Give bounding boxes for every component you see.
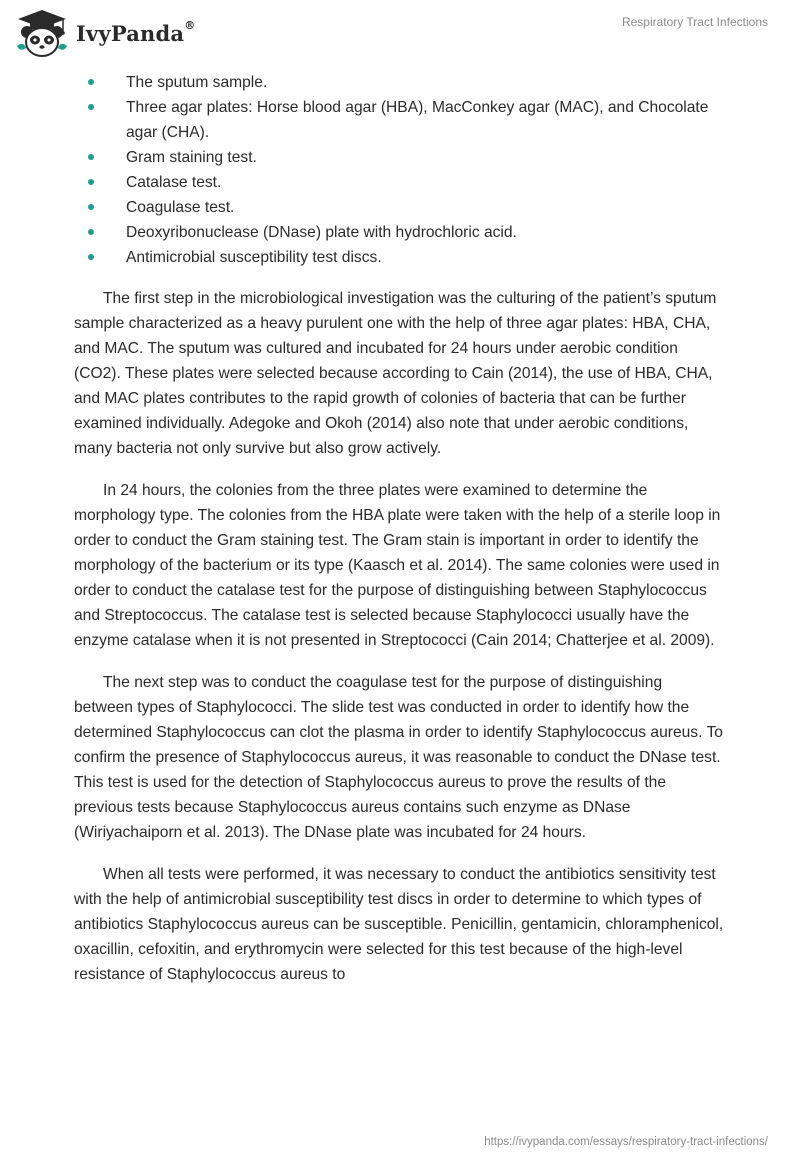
page-header — [0, 0, 800, 70]
essay-body — [74, 70, 724, 987]
paragraph-morphology: In 24 hours, the colonies from the three plates were examined to determine the morphology type. The colonies from the HBA plate were taken with the help of a sterile loop in order to conduct the Gram staining test. The Gram stain is important in order to identify the morphology of the bacterium or its type (Kaasch et al. 2014). The same colonies were used in order to conduct the catalase test for the purpose of distinguishing between Staphylococcus and Streptococcus. The catalase test is selected because Staphylococci usually have the enzyme catalase when it is not presented in Streptococci (Cain 2014; Chatterjee et al. 2009). — [74, 482, 721, 649]
list-item: Three agar plates: Horse blood agar (HBA), MacConkey agar (MAC), and Chocolate agar (CHA). — [74, 95, 724, 145]
ivypanda-logo[interactable] — [14, 8, 195, 58]
list-item: Gram staining test. — [74, 145, 724, 170]
panda-icon — [14, 8, 70, 58]
list-item: Deoxyribonuclease (DNase) plate with hydrochloric acid. — [74, 220, 724, 245]
paragraph-antibiotics: When all tests were performed, it was necessary to conduct the antibiotics sensitivity test with the help of antimicrobial susceptibility test discs in order to determine to which types of antibiotics Staphylococcus aureus can be susceptible. Penicillin, gentamicin, chloramphenicol, oxacillin, cefoxitin, and erythromycin were selected for this test because of the high-level resistance of Staphylococcus aureus to — [74, 866, 724, 983]
list-item: The sputum sample. — [74, 70, 724, 95]
paragraph-coagulase: The next step was to conduct the coagulase test for the purpose of distinguishing between types of Staphylococci. The slide test was conducted in order to identify how the determined Staphylococcus can clot the plasma in order to identify Staphylococcus aureus. To confirm the presence of Staphylococcus aureus, it was reasonable to conduct the DNase test. This test is used for the detection of Staphylococcus aureus to prove the results of the previous tests because Staphylococcus aureus contains such enzyme as DNase (Wiriyachaiporn et al. 2013). The DNase plate was incubated for 24 hours. — [74, 674, 723, 841]
bullet-icon — [88, 154, 94, 160]
bullet-icon — [88, 229, 94, 235]
bullet-icon — [88, 179, 94, 185]
document-title: Respiratory Tract Infections — [621, 15, 768, 29]
list-item: Coagulase test. — [74, 195, 724, 220]
bullet-icon — [88, 204, 94, 210]
paragraph-culturing: The first step in the microbiological investigation was the culturing of the patient’s sputum sample characterized as a heavy purulent one with the help of three agar plates: HBA, CHA, and MAC. The sputum was cultured and incubated for 24 hours under aerobic condition (CO2). These plates were selected because according to Cain (2014), the use of HBA, CHA, and MAC plates contributes to the rapid growth of colonies of bacteria that can be further examined individually. Adegoke and Okoh (2014) also note that under aerobic conditions, many bacteria not only survive but also grow actively. — [74, 290, 717, 457]
materials-list — [74, 70, 724, 270]
bullet-icon — [88, 254, 94, 260]
registered-mark: ® — [184, 18, 196, 32]
bullet-icon — [88, 79, 94, 85]
source-url[interactable]: https://ivypanda.com/essays/respiratory-tract-infections/ — [484, 1136, 768, 1148]
bullet-icon — [88, 104, 94, 110]
list-item: Antimicrobial susceptibility test discs. — [74, 245, 724, 270]
list-item: Catalase test. — [74, 170, 724, 195]
brand-name: IvyPanda® — [76, 18, 196, 46]
